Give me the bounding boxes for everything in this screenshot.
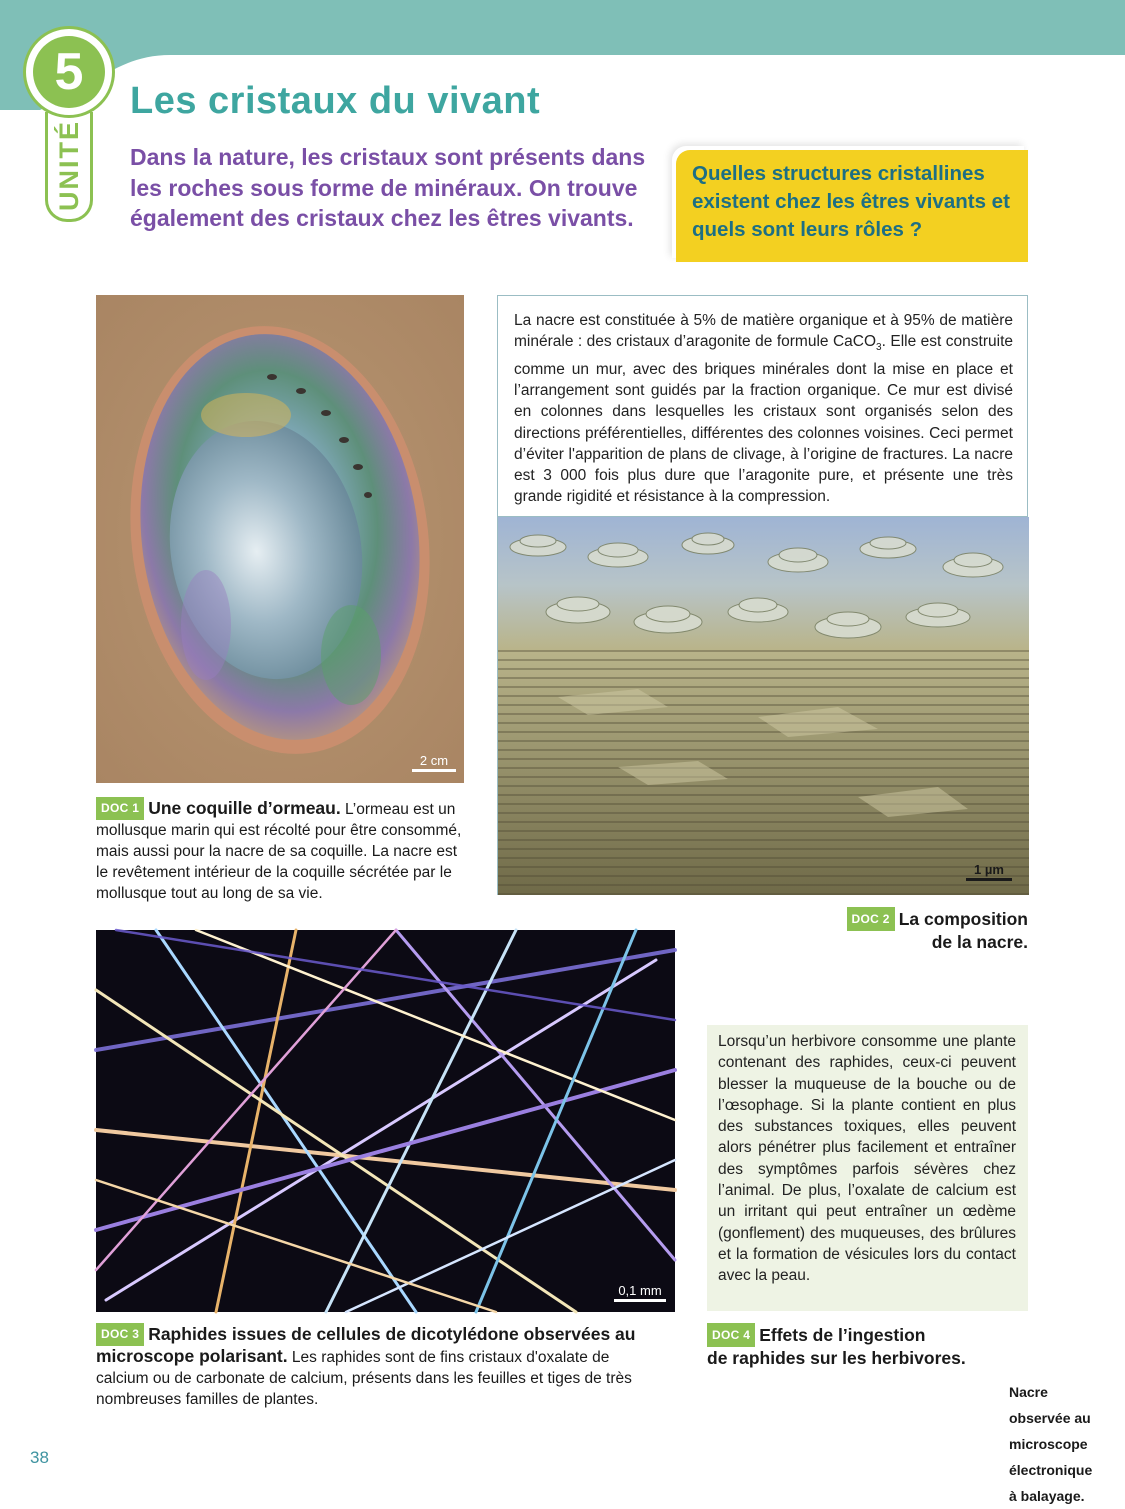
doc2-photo-label: Nacre observée au microscope électronique à balayage. <box>1001 1379 1100 1405</box>
unit-badge <box>23 26 115 118</box>
doc4-caption <box>707 1323 1027 1369</box>
doc1-tag: DOC 1 <box>96 797 144 820</box>
doc3-title: Raphides issues de cellules de dicotylédone observées au microscope polarisant. <box>96 1324 636 1366</box>
doc4-title-line2: de raphides sur les herbivores. <box>707 1348 966 1368</box>
doc1-scale-label: 2 cm <box>419 753 449 768</box>
raphides-photo <box>96 930 675 1312</box>
doc2-formula-subscript: 3 <box>876 342 882 354</box>
doc4-tag: DOC 4 <box>707 1323 755 1347</box>
doc1-caption <box>96 797 464 904</box>
doc3-tag: DOC 3 <box>96 1323 144 1346</box>
doc2-scale-label: 1 µm <box>974 862 1004 877</box>
doc1-title: Une coquille d’ormeau. <box>148 798 341 818</box>
doc3-scale-label: 0,1 mm <box>618 1283 662 1298</box>
doc4-title-line1: Effets de l’ingestion <box>759 1325 926 1345</box>
doc2-text-part2: . Elle est construite comme un mur, avec des briques minérales dont la mise en place et l’arrangement sont guidés par la fraction organique. Ce mur est divisé en colonnes dans lesquelles les cristaux sont organisés selon des directions préférentielles, différentes des colonnes voisines. Ceci permet d’éviter l'apparition de plans de clivage, à l’origine de fractures. La nacre est 3 000 fois plus dure que l’aragonite pure, et présente une très grande rigidité et résistance à la compression. <box>514 333 1013 506</box>
doc1-text: L’ormeau est un mollusque marin qui est récolté pour être consommé, mais aussi pour la nacre de sa coquille. La nacre est le revêtement intérieur de la coquille sécrétée par le mollusque tout au long de sa vie. <box>96 801 462 902</box>
intro-text: Dans la nature, les cristaux sont présents dans les roches sous forme de minéraux. On trouve également des cristaux chez les êtres vivants. <box>130 144 646 231</box>
doc2-caption <box>780 907 1028 953</box>
doc2-tag: DOC 2 <box>847 907 895 931</box>
page-number: 38 <box>30 1448 49 1467</box>
unit-number: 5 <box>33 36 105 108</box>
key-question: Quelles structures cristallines existent chez les êtres vivants et quels sont leurs rôles ? <box>692 162 1010 241</box>
doc3-text: Les raphides sont de fins cristaux d'oxalate de calcium ou de carbonate de calcium, présents dans les feuilles et tiges de très nombreuses familles de plantes. <box>96 1349 632 1408</box>
doc2-text-part1: La nacre est constituée à 5% de matière organique et à 95% de matière minérale : des cristaux d’aragonite de formule CaCO <box>514 312 1013 351</box>
key-question-box <box>676 150 1028 262</box>
doc3-scale-bar <box>614 1283 666 1302</box>
abalone-shell-photo <box>96 295 464 783</box>
doc3-caption <box>96 1323 656 1410</box>
doc2-title-line2: de la nacre. <box>931 932 1028 952</box>
doc1-scale-bar <box>412 753 456 772</box>
doc4-text: Lorsqu’un herbivore consomme une plante contenant des raphides, ceux-ci peuvent blesser la muqueuse de la bouche ou de l’œsophage. Si la plante contient en plus des substances toxiques, elles peuvent alors pénétrer plus facilement et entraîner des symptômes parfois sévères chez l’animal. De plus, l’oxalate de calcium est un irritant qui peut entraîner un œdème (gonflement) des muqueuses, des brûlures et la formation de vésicules lors du contact avec la peau. <box>718 1033 1016 1285</box>
doc2-text-box <box>497 295 1028 517</box>
doc4-text-box <box>707 1025 1028 1311</box>
doc2-title-line1: La composition <box>898 909 1028 929</box>
doc2-scale-bar <box>966 862 1012 881</box>
unit-label: UNITÉ <box>53 119 84 211</box>
page-title: Les cristaux du vivant <box>130 80 541 122</box>
